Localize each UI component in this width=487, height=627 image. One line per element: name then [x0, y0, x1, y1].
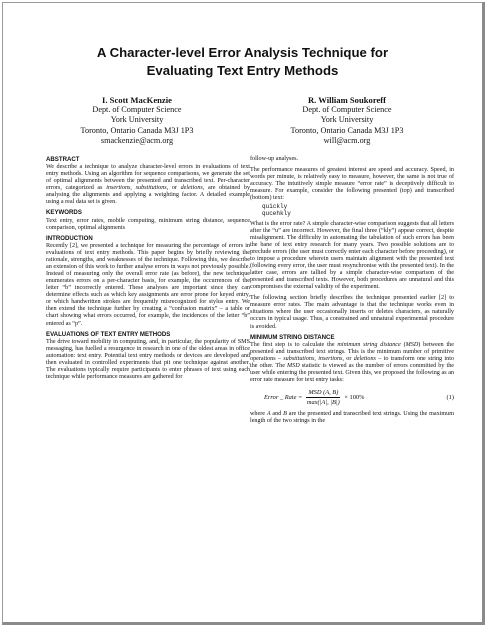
equation-numerator: MSD (A, B): [306, 389, 340, 398]
msd-paragraph: The first step is to calculate the minimum string distance (MSD) between the presented and transcribed text strings. This is the minimum number of primitive operations – substitutions, insertions, or deletions – to transform one string into the other. The MSD statistic is viewed as the number of errors committed by the user while entering the presented text. Given this, we proposed the following as an error rate measure for text entry tasks:: [250, 341, 454, 384]
equation-denominator: max(|A|, |B|): [306, 399, 340, 407]
msd-heading: MINIMUM STRING DISTANCE: [250, 333, 335, 341]
introduction-heading: INTRODUCTION: [46, 234, 93, 242]
introduction-text: Recently [2], we presented a technique for measuring the percentage of errors in evaluations of text entry methods. This paper begins by briefly reviewing the rationale, strengths, and weaknesses of the technique. Following this, we describe an extension of this work to further analyse errors in ways not previously possible. Instead of measuring only the overall error rate (as before), the new technique enumerates errors on a per-character basis, for example, the occurrences of the letter “b” incorrectly entered. These analyses are important since they can determine effects such as which key assignments are error prone for keyed entry, or which handwritten strokes are frequently misrecognized for stylus entry. We then extend the technique further by creating a “confusion matrix” – a table or chart showing what errors occurred, for example, the incidences of the letter “b” entered as “p”.: [46, 242, 250, 327]
performance-paragraph: The performance measures of greatest interest are speed and accuracy. Speed, in words per minute, is relatively easy to measure, however, the same is not true of accuracy. The intuitively simple measure “error rate” is deceptively difficult to measure. For example, consider the following presented (top) and transcribed (bottom) text:: [250, 167, 454, 202]
title-line-1: A Character-level Error Analysis Technique for: [96, 45, 389, 60]
definition-paragraph: where A and B are the presented and transcribed text strings. Using the maximum length of the two strings in the: [250, 411, 455, 425]
title-line-2: Evaluating Text Entry Methods: [146, 62, 339, 78]
technique-paragraph: The following section briefly describes the technique presented earlier [2] to measure error rates. The main advantage is that the technique works even in situations where the user occasionally inserts or deletes characters, as naturally occurs in typical usage. Thus, a constrained and unnatural experimental procedure is avoided.: [250, 295, 454, 330]
author-address: Toronto, Ontario Canada M3J 1P3: [290, 125, 404, 135]
continued-text: follow-up analyses.: [250, 156, 299, 162]
equation-lhs: Error _ Rate =: [264, 394, 303, 402]
evaluations-heading: EVALUATIONS OF TEXT ENTRY METHODS: [46, 330, 171, 338]
paper-title: [40, 44, 445, 79]
author-name: I. Scott MacKenzie: [102, 95, 172, 105]
author-dept: Dept. of Computer Science: [92, 105, 182, 115]
error-rate-paragraph: What is the error rate? A simple character-wise comparison suggests that all letters after the “u” are incorrect. However, the final three (“kly”) appear correct, despite misalignment. The difficulty in automating the tabulation of such errors has been the bane of text entry research for many years. Two possible solutions are to preclude errors (the user must correctly enter each character before proceeding), or to impose a procedure wherein users maintain alignment with the presented text (following every error, the user must resynchronise with the presented text). In the latter case, errors are tallied by a simple character-wise comparison of the presented and transcribed texts. However, both procedures are unnatural and this compromises the external validity of the experiment.: [250, 220, 454, 291]
equation-number: (1): [446, 394, 454, 402]
example-text-block: [262, 204, 454, 218]
transcribed-text: qucehkly: [262, 210, 291, 218]
abstract-text: We describe a technique to analyze character-level errors in evaluations of text entry methods. Using an algorithm for sequence comparisons, we generate the set of optimal alignments between the presented and transcribed text. Per-character errors, categorized as insertions, substitutions, or deletions, are obtained by analysing the alignments and applying a weighting factor. A detailed example using a real data set is given.: [46, 164, 251, 206]
author-address: Toronto, Ontario Canada M3J 1P3: [80, 125, 194, 135]
author-email: smackenzie@acm.org: [100, 135, 174, 145]
author-name: R. William Soukoreff: [307, 95, 387, 105]
equation-multiplier: × 100%: [344, 394, 365, 402]
presented-text: quickly: [262, 203, 288, 211]
author-university: York University: [110, 115, 164, 125]
error-rate-equation: [250, 389, 454, 406]
abstract-heading: ABSTRACT: [46, 156, 80, 163]
author-university: York University: [320, 115, 374, 125]
evaluations-text: The drive toward mobility in computing, and, in particular, the popularity of SMS messaging, has fuelled a resurgence in research in one of the oldest areas in office automation: text entry. Potential text entry methods or devices are developed and then evaluated in controlled experiments that pit one technique against another. The evaluations typically require participants to enter phrases of text using each technique while performance measures are gathered for: [46, 338, 250, 380]
author-block-1: [37, 95, 237, 146]
keywords-text: Text entry, error rates, mobile computing, minimum string distance, sequence comparison, optimal alignments: [46, 217, 250, 231]
author-block-2: [247, 95, 447, 146]
right-column: [250, 156, 454, 425]
left-column: [46, 156, 250, 381]
author-dept: Dept. of Computer Science: [302, 105, 392, 115]
equation-fraction: [306, 389, 340, 406]
author-email: will@acm.org: [323, 135, 371, 145]
keywords-heading: KEYWORDS: [46, 209, 82, 217]
